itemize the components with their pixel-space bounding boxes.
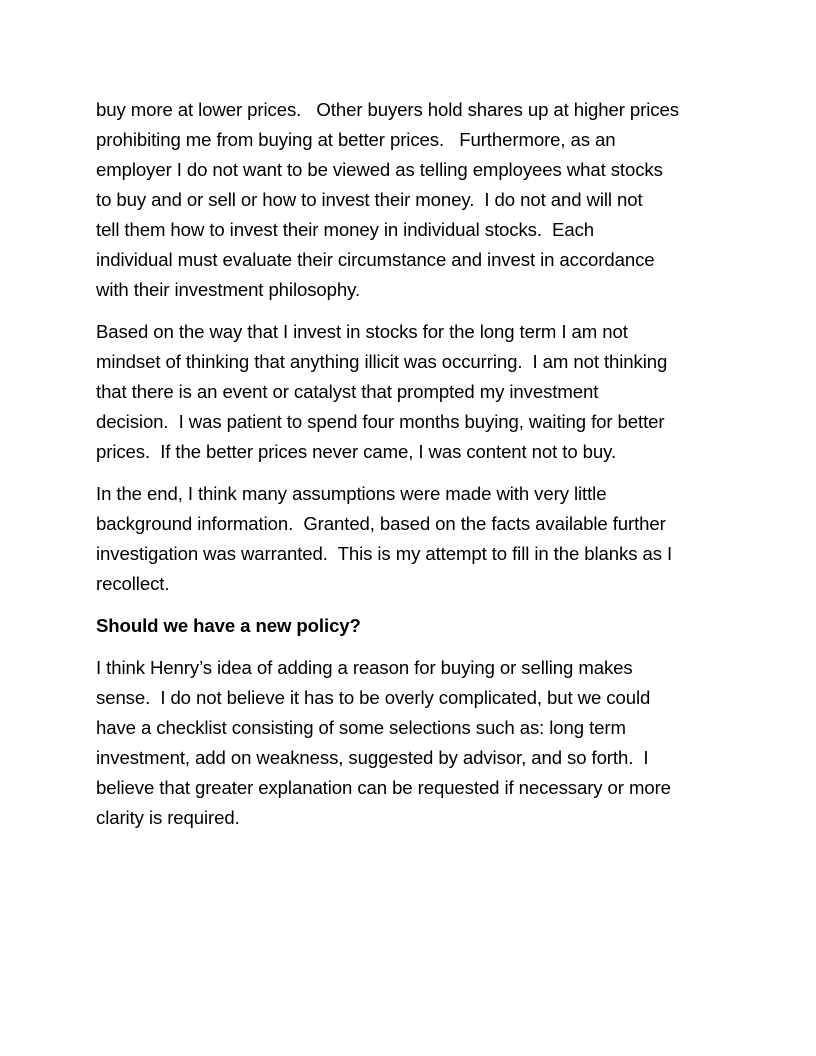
text-line: believe that greater explanation can be requested if necessary or more <box>96 777 671 798</box>
text-line: mindset of thinking that anything illicit was occurring. I am not thinking <box>96 351 668 372</box>
text-line: recollect. <box>96 573 170 594</box>
text-line: background information. Granted, based on the facts available further <box>96 513 666 534</box>
text-line: to buy and or sell or how to invest their money. I do not and will not <box>96 189 643 210</box>
text-line: that there is an event or catalyst that prompted my investment <box>96 381 599 402</box>
text-line: investment, add on weakness, suggested by advisor, and so forth. I <box>96 747 649 768</box>
paragraph-long-term-mindset <box>96 317 724 467</box>
text-line: employer I do not want to be viewed as telling employees what stocks <box>96 159 663 180</box>
text-line: prices. If the better prices never came, I was content not to buy. <box>96 441 617 462</box>
text-line: I think Henry’s idea of adding a reason for buying or selling makes <box>96 657 633 678</box>
text-line: investigation was warranted. This is my attempt to fill in the blanks as I <box>96 543 673 564</box>
text-line: buy more at lower prices. Other buyers hold shares up at higher prices <box>96 99 679 120</box>
text-line: clarity is required. <box>96 807 240 828</box>
text-line: sense. I do not believe it has to be overly complicated, but we could <box>96 687 651 708</box>
text-line: prohibiting me from buying at better prices. Furthermore, as an <box>96 129 616 150</box>
paragraph-policy-proposal <box>96 653 724 833</box>
text-line: Based on the way that I invest in stocks for the long term I am not <box>96 321 628 342</box>
text-line: have a checklist consisting of some selections such as: long term <box>96 717 626 738</box>
text-line: decision. I was patient to spend four months buying, waiting for better <box>96 411 665 432</box>
text-line: with their investment philosophy. <box>96 279 361 300</box>
text-line: In the end, I think many assumptions were made with very little <box>96 483 607 504</box>
paragraph-conclusion <box>96 479 724 599</box>
document-page <box>96 95 724 845</box>
paragraph-employer-stance <box>96 95 724 305</box>
text-line: tell them how to invest their money in individual stocks. Each <box>96 219 595 240</box>
text-line: individual must evaluate their circumstance and invest in accordance <box>96 249 655 270</box>
section-heading: Should we have a new policy? <box>96 615 361 636</box>
